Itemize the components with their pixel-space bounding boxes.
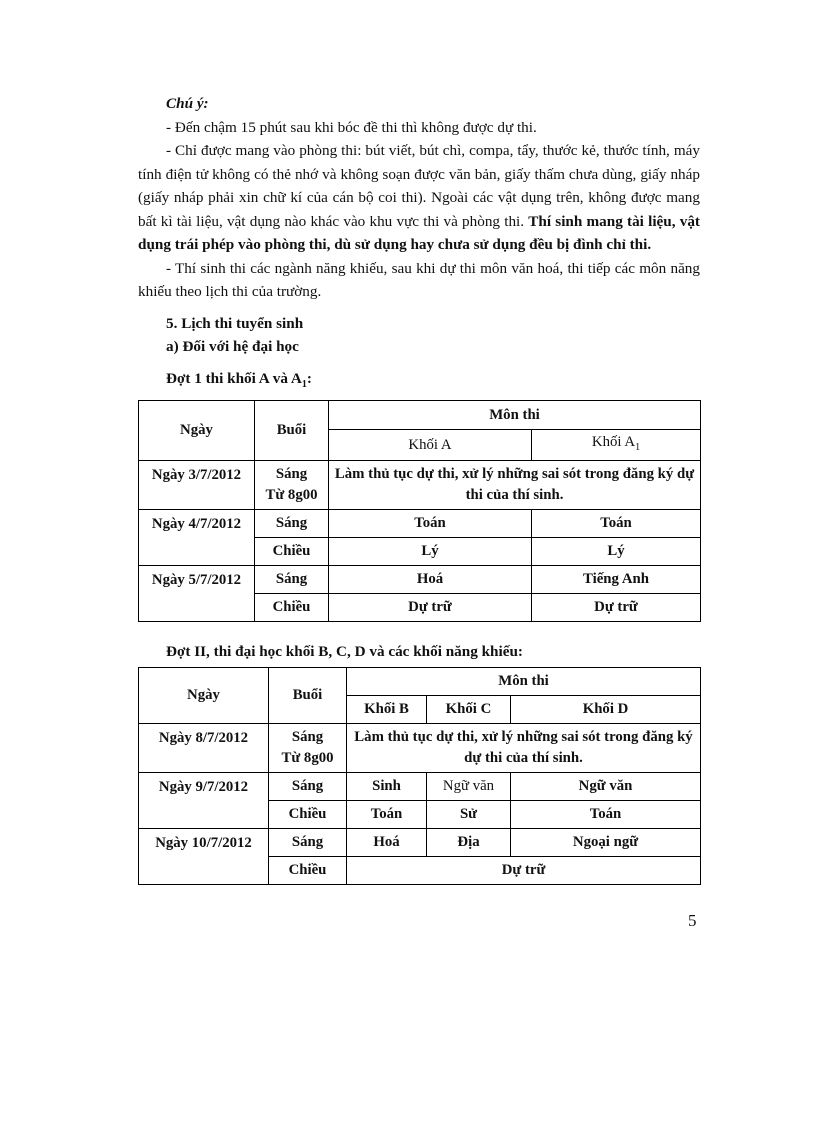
header-block-a: Khối A — [329, 430, 532, 461]
header-date: Ngày — [139, 668, 269, 724]
row-session: Chiều — [255, 593, 329, 621]
header-block-b: Khối B — [347, 696, 427, 724]
header-block-a1-sub: 1 — [635, 441, 641, 453]
row-session: Sáng — [255, 565, 329, 593]
header-block-c: Khối C — [427, 696, 511, 724]
row-session — [269, 724, 347, 773]
row-session: Chiều — [255, 537, 329, 565]
schedule-table-batch1 — [138, 400, 701, 622]
cell-subject: Sử — [427, 801, 511, 829]
document-page — [138, 92, 700, 885]
cell-subject-merged: Dự trữ — [347, 857, 701, 885]
cell-subject: Ngữ văn — [427, 773, 511, 801]
cell-subject: Toán — [329, 509, 532, 537]
header-block-a1-text: Khối A — [591, 434, 636, 451]
table1-caption-sub: 1 — [301, 378, 307, 390]
subsection-heading: a) Đối với hệ đại học — [166, 338, 299, 355]
header-subject: Môn thi — [347, 668, 701, 696]
row-date: Ngày 10/7/2012 — [139, 829, 269, 885]
cell-subject: Hoá — [329, 565, 532, 593]
row-session: Sáng — [255, 509, 329, 537]
note-item-allowed-items — [138, 139, 700, 257]
row-date: Ngày 4/7/2012 — [139, 509, 255, 565]
cell-subject: Lý — [329, 537, 532, 565]
cell-subject: Ngữ văn — [511, 773, 701, 801]
session-time: Từ 8g00 — [265, 486, 318, 503]
row-session: Chiều — [269, 857, 347, 885]
cell-subject: Lý — [532, 537, 701, 565]
section-heading: 5. Lịch thi tuyển sinh — [166, 314, 304, 332]
cell-subject: Toán — [511, 801, 701, 829]
row-merged-note: Làm thủ tục dự thi, xử lý những sai sót trong đăng ký dự thi của thí sinh. — [347, 724, 701, 773]
table1-caption-colon: : — [306, 369, 312, 387]
note-item-allowed-text: - Chỉ được mang vào phòng thi: bút viết, bút chì, compa, tẩy, thước kẻ, thước tính, máy tính điện tử không có thẻ nhớ và không soạn được văn bản, giấy thấm chưa dùng, giấy nháp (giấy nháp phải xin chữ kí của cán bộ coi thi). Ngoài các vật dụng trên, không được mang bất kì tài liệu, vật dụng nào khác vào khu vực thi và phòng thi. — [138, 142, 700, 230]
schedule-table-batch2 — [138, 667, 701, 885]
note-title: Chú ý: — [166, 95, 209, 112]
note-item-late: - Đến chậm 15 phút sau khi bóc đề thi thì không được dự thi. — [166, 118, 537, 136]
row-session: Sáng — [269, 829, 347, 857]
header-block-d: Khối D — [511, 696, 701, 724]
note-item-talent: - Thí sinh thi các ngành năng khiếu, sau khi dự thi môn văn hoá, thi tiếp các môn năng khiếu theo lịch thi của trường. — [138, 259, 700, 300]
session-label: Sáng — [291, 729, 324, 746]
cell-subject: Tiếng Anh — [532, 565, 701, 593]
header-block-a1 — [532, 430, 701, 461]
cell-subject: Dự trữ — [532, 593, 701, 621]
header-date: Ngày — [139, 401, 255, 461]
row-date: Ngày 5/7/2012 — [139, 565, 255, 621]
row-merged-note: Làm thủ tục dự thi, xử lý những sai sót trong đăng ký dự thi của thí sinh. — [329, 460, 701, 509]
session-label: Sáng — [275, 465, 308, 482]
row-session: Sáng — [269, 773, 347, 801]
header-session: Buổi — [255, 401, 329, 461]
session-time: Từ 8g00 — [281, 750, 334, 767]
header-session: Buổi — [269, 668, 347, 724]
cell-subject: Toán — [347, 801, 427, 829]
table2-caption: Đợt II, thi đại học khối B, C, D và các khối năng khiếu: — [166, 642, 523, 660]
cell-subject: Sinh — [347, 773, 427, 801]
row-date: Ngày 9/7/2012 — [139, 773, 269, 829]
cell-subject: Địa — [427, 829, 511, 857]
row-session — [255, 460, 329, 509]
table1-caption — [166, 367, 700, 397]
row-session: Chiều — [269, 801, 347, 829]
page-number: 5 — [688, 911, 697, 930]
cell-subject: Ngoại ngữ — [511, 829, 701, 857]
cell-subject: Toán — [532, 509, 701, 537]
cell-subject: Hoá — [347, 829, 427, 857]
header-subject: Môn thi — [329, 401, 701, 430]
row-date: Ngày 3/7/2012 — [139, 460, 255, 509]
table1-caption-text: Đợt 1 thi khối A và A — [166, 369, 302, 387]
row-date: Ngày 8/7/2012 — [139, 724, 269, 773]
cell-subject: Dự trữ — [329, 593, 532, 621]
note-item-warning: Thí sinh mang tài liệu, vật dụng trái phép vào phòng thi, dù sử dụng hay chưa sử dụng đều bị đình chỉ thi. — [138, 212, 700, 253]
